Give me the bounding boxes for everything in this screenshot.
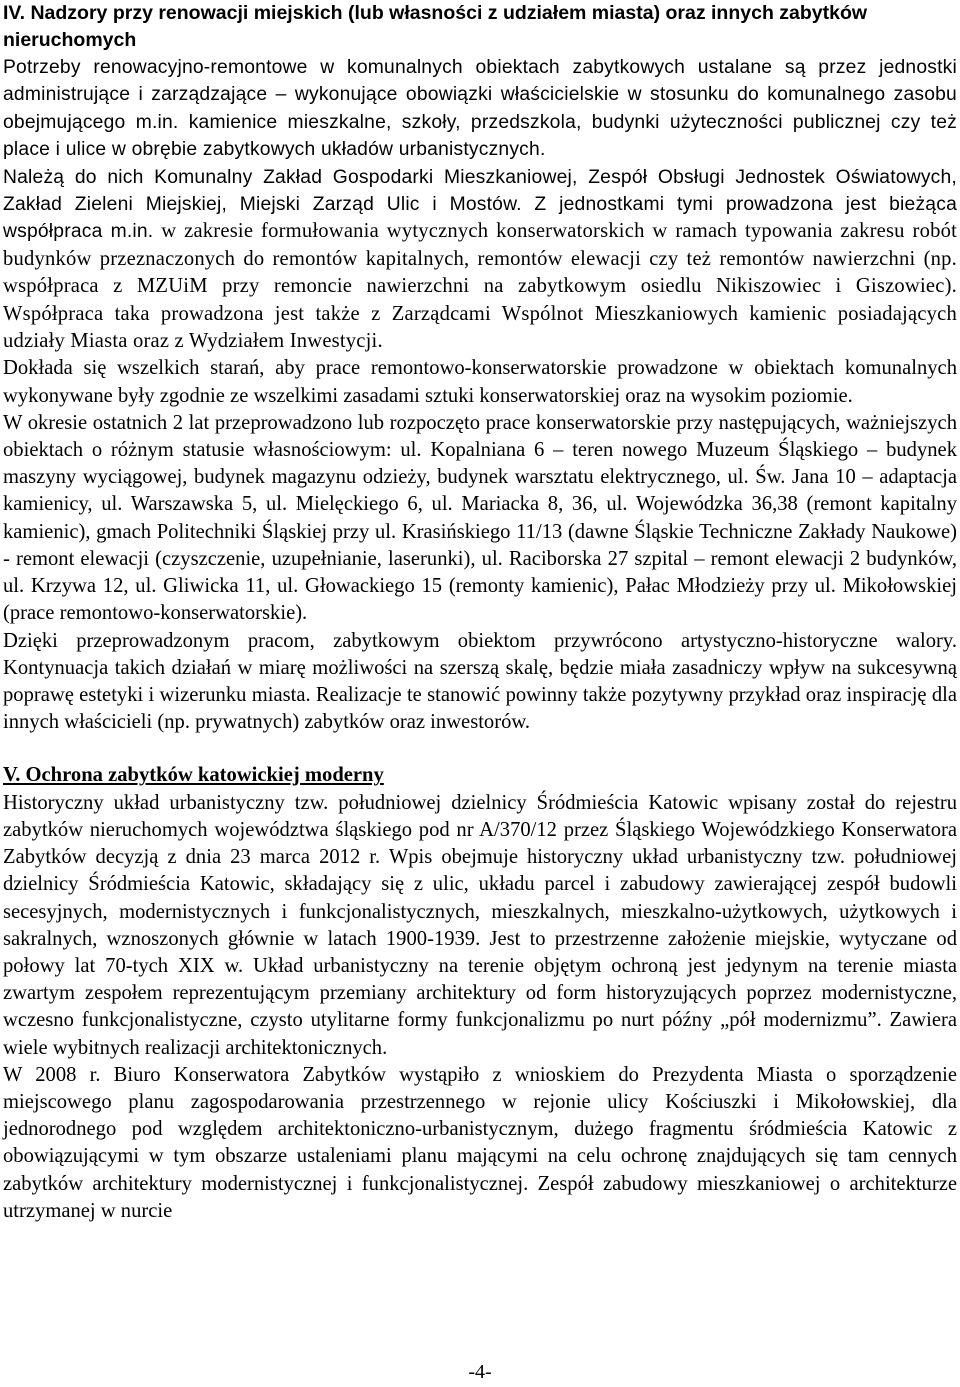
section-4-paragraph-3: Dokłada się wszelkich starań, aby prace remontowo-konserwatorskie prowadzone w obiektach komunalnych wykonywane były zgodnie ze wszelkimi zasadami sztuki konserwatorskiej oraz na wysokim poziomie. [3, 357, 957, 407]
section-5-heading: V. Ochrona zabytków katowickiej moderny [3, 764, 384, 787]
section-4-paragraph-2-continuation: w zakresie formułowania wytycznych konserwatorskich w ramach typowania zakresu robót budynków przeznaczonych do remontów kapitalnych, remontów elewacji czy też remontów nawierzchni (np. współpraca z MZUiM przy remoncie nawierzchni na zabytkowym osiedlu Nikiszowiec i Giszowiec). Współpraca taka prowadzona jest także z Zarządcami Wspólnot Mieszkaniowych kamienic posiadających udziały Miasta oraz z Wydziałem Inwestycji. [3, 220, 957, 353]
section-4-paragraph-5: Dzięki przeprowadzonym pracom, zabytkowym obiektom przywrócono artystyczno-historyczne walory. Kontynuacja takich działań w miarę możliwości na szerszą skalę, będzie miała zasadniczy wpływ na sukcesywną poprawę estetyki i wizerunku miasta. Realizacje te stanowić powinny także pozytywny przykład oraz inspirację dla innych właścicieli (np. prywatnych) zabytków oraz inwestorów. [3, 629, 957, 734]
document-page [3, 0, 957, 1387]
section-spacer [3, 736, 957, 762]
section-4-paragraph-4: W okresie ostatnich 2 lat przeprowadzono lub rozpoczęto prace konserwatorskie przy następujących, ważniejszych obiektach o różnym statusie własnościowym: ul. Kopalniana 6 – teren nowego Muzeum Śląskiego – budynek maszyny wyciągowej, budynek magazynu odzieży, budynek warsztatu elektrycznego, ul. Św. Jana 10 – adaptacja kamienicy, ul. Warszawska 5, ul. Mielęckiego 6, ul. Mariacka 8, 36, ul. Wojewódzka 36,38 (remont kapitalny kamienic), gmach Politechniki Śląskiej przy ul. Krasińskiego 11/13 (dawne Śląskie Techniczne Zakłady Naukowe) - remont elewacji (czyszczenie, uzupełnianie, laserunki), ul. Raciborska 27 szpital – remont elewacji 2 budynków, ul. Krzywa 12, ul. Gliwicka 11, ul. Głowackiego 15 (remonty kamienic), Pałac Młodzieży przy ul. Mikołowskiej (prace remontowo-konserwatorskie). [3, 411, 957, 625]
section-4-paragraph-2 [3, 164, 957, 356]
section-4-paragraph-1: Potrzeby renowacyjno-remontowe w komunalnych obiektach zabytkowych ustalane są przez jednostki administrujące i zarządzające – wykonujące obowiązki właścicielskie w stosunku do komunalnego zasobu obejmującego m.in. kamienice mieszkalne, szkoły, przedszkola, budynki użyteczności publicznej czy też place i ulice w obrębie zabytkowych układów urbanistycznych. [3, 57, 957, 161]
section-4-paragraph-2-start: Należą do nich Komunalny Zakład Gospodarki Mieszkaniowej, Zespół Obsługi Jednostek Oświatowych, Zakład Zieleni Miejskiej, Miejski Zarząd Ulic i Mostów. Z jednostkami tymi prowadzona jest bieżąca współpraca m.in. [3, 166, 957, 243]
section-4-heading: IV. Nadzory przy renowacji miejskich (lub własności z udziałem miasta) oraz innych zabytków nieruchomych [3, 2, 868, 51]
section-5-paragraph-1: Historyczny układ urbanistyczny tzw. południowej dzielnicy Śródmieścia Katowic wpisany został do rejestru zabytków nieruchomych województwa śląskiego pod nr A/370/12 przez Śląskiego Wojewódzkiego Konserwatora Zabytków decyzją z dnia 23 marca 2012 r. Wpis obejmuje historyczny układ urbanistyczny tzw. południowej dzielnicy Śródmieścia Katowic, składający się z ulic, układu parcel i zabudowy zawierającej zespół budowli secesyjnych, modernistycznych i funkcjonalistycznych, mieszkalnych, mieszkalno-użytkowych, użytkowych i sakralnych, wznoszonych głównie w latach 1900-1939. Jest to przestrzenne założenie miejskie, wytyczane od połowy lat 70-tych XIX w. Układ urbanistyczny na terenie objętym ochroną jest jedynym na terenie miasta zwartym zespołem reprezentującym przemiany architektury od form historyzujących poprzez modernistyczne, wczesno funkcjonalistyczne, czysto utylitarne formy funkcjonalizmu po nurt późny „pół modernizmu”. Zawiera wiele wybitnych realizacji architektonicznych. [3, 791, 957, 1059]
page-number: -4- [468, 1361, 492, 1383]
section-5-paragraph-2: W 2008 r. Biuro Konserwatora Zabytków wystąpiło z wnioskiem do Prezydenta Miasta o sporządzenie miejscowego planu zagospodarowania przestrzennego w rejonie ulicy Kościuszki i Mikołowskiej, dla jednorodnego pod względem architektoniczno-urbanistycznym, dużego fragmentu śródmieścia Katowic z obowiązującymi w tym obszarze ustaleniami planu mającymi na celu ochronę znajdujących się tam cennych zabytków architektury modernistycznej i funkcjonalistycznej. Zespół zabudowy mieszkaniowej o architekturze utrzymanej w nurcie [3, 1063, 957, 1222]
